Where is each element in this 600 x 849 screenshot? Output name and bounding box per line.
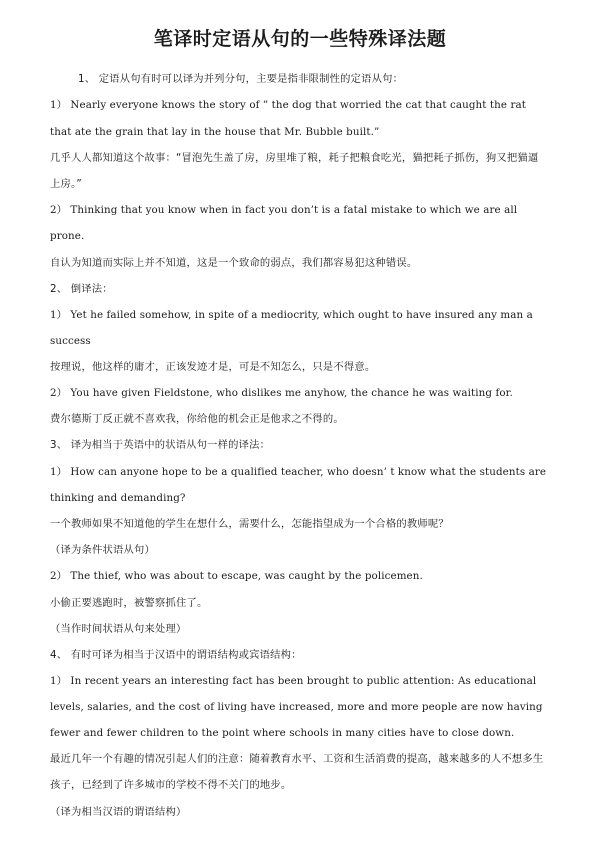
example-1-1-english: 1） Nearly everyone knows the story of ” the dog that worried the cat that caught the rat	[50, 99, 526, 111]
example-4-1-english-cont: levels, salaries, and the cost of living have increased, more and more people are now having	[50, 701, 543, 713]
example-4-1-chinese-cont: 孩子，已经到了许多城市的学校不得不关门的地步。	[50, 779, 292, 791]
example-3-2-chinese: 小偷正要逃跑时，被警察抓住了。	[50, 597, 208, 609]
example-2-1-english: 1） Yet he failed somehow, in spite of a mediocrity, which ought to have insured any man a	[50, 309, 533, 321]
example-2-2-chinese: 费尔德斯丁反正就不喜欢我，你给他的机会正是他求之不得的。	[50, 413, 344, 425]
section-3-heading: 3、 译为相当于英语中的状语从句一样的译法：	[50, 439, 271, 451]
example-1-2-english: 2） Thinking that you know when in fact you don’t is a fatal mistake to which we are all	[50, 204, 518, 216]
section-4-heading: 4、 有时可译为相当于汉语中的谓语结构或宾语结构：	[50, 649, 302, 661]
example-1-1-chinese: 几乎人人都知道这个故事：“冒泡先生盖了房，房里堆了粮，耗子把粮食吃光，猫把耗子抓伤，狗又把猫逼	[50, 152, 539, 164]
example-2-2-english: 2） You have given Fieldstone, who dislikes me anyhow, the chance he was waiting for.	[50, 387, 513, 399]
example-1-1-english-cont: that ate the grain that lay in the house that Mr. Bubble built.”	[50, 126, 380, 138]
example-3-1-english-cont: thinking and demanding?	[50, 492, 186, 504]
example-4-1-english-cont2: fewer and fewer children to the point where schools in many cities have to close down.	[50, 727, 515, 739]
example-2-1-chinese: 按理说，他这样的庸才，正该发迹才是，可是不知怎么，只是不得意。	[50, 361, 376, 373]
page-title: 笔译时定语从句的一些特殊译法题	[153, 28, 447, 50]
example-3-1-chinese: 一个教师如果不知道他的学生在想什么，需要什么，怎能指望成为一个合格的教师呢？	[50, 518, 449, 530]
section-1-heading: 1、 定语从句有时可以译为并列分句，主要是指非限制性的定语从句：	[78, 73, 404, 85]
example-1-2-chinese: 自认为知道而实际上并不知道，这是一个致命的弱点，我们都容易犯这种错误。	[50, 257, 418, 269]
example-4-1-chinese: 最近几年一个有趣的情况引起人们的注意：随着教育水平、工资和生活消费的提高，越来越多的人不想多生	[50, 753, 544, 765]
example-3-2-note: （当作时间状语从句来处理）	[50, 623, 187, 635]
example-1-2-english-cont: prone.	[50, 230, 85, 242]
example-4-1-note: （译为相当汉语的谓语结构）	[50, 806, 187, 818]
example-3-1-english: 1） How can anyone hope to be a qualified teacher, who doesn’ t know what the students are	[50, 466, 547, 478]
example-1-1-chinese-cont: 上房。”	[50, 178, 82, 190]
example-3-1-note: （译为条件状语从句）	[50, 544, 155, 556]
example-2-1-english-cont: success	[50, 335, 91, 347]
section-2-heading: 2、 倒译法：	[50, 283, 113, 295]
example-4-1-english: 1） In recent years an interesting fact has been brought to public attention: As educational	[50, 675, 537, 687]
example-3-2-english: 2） The thief, who was about to escape, was caught by the policemen.	[50, 570, 423, 582]
